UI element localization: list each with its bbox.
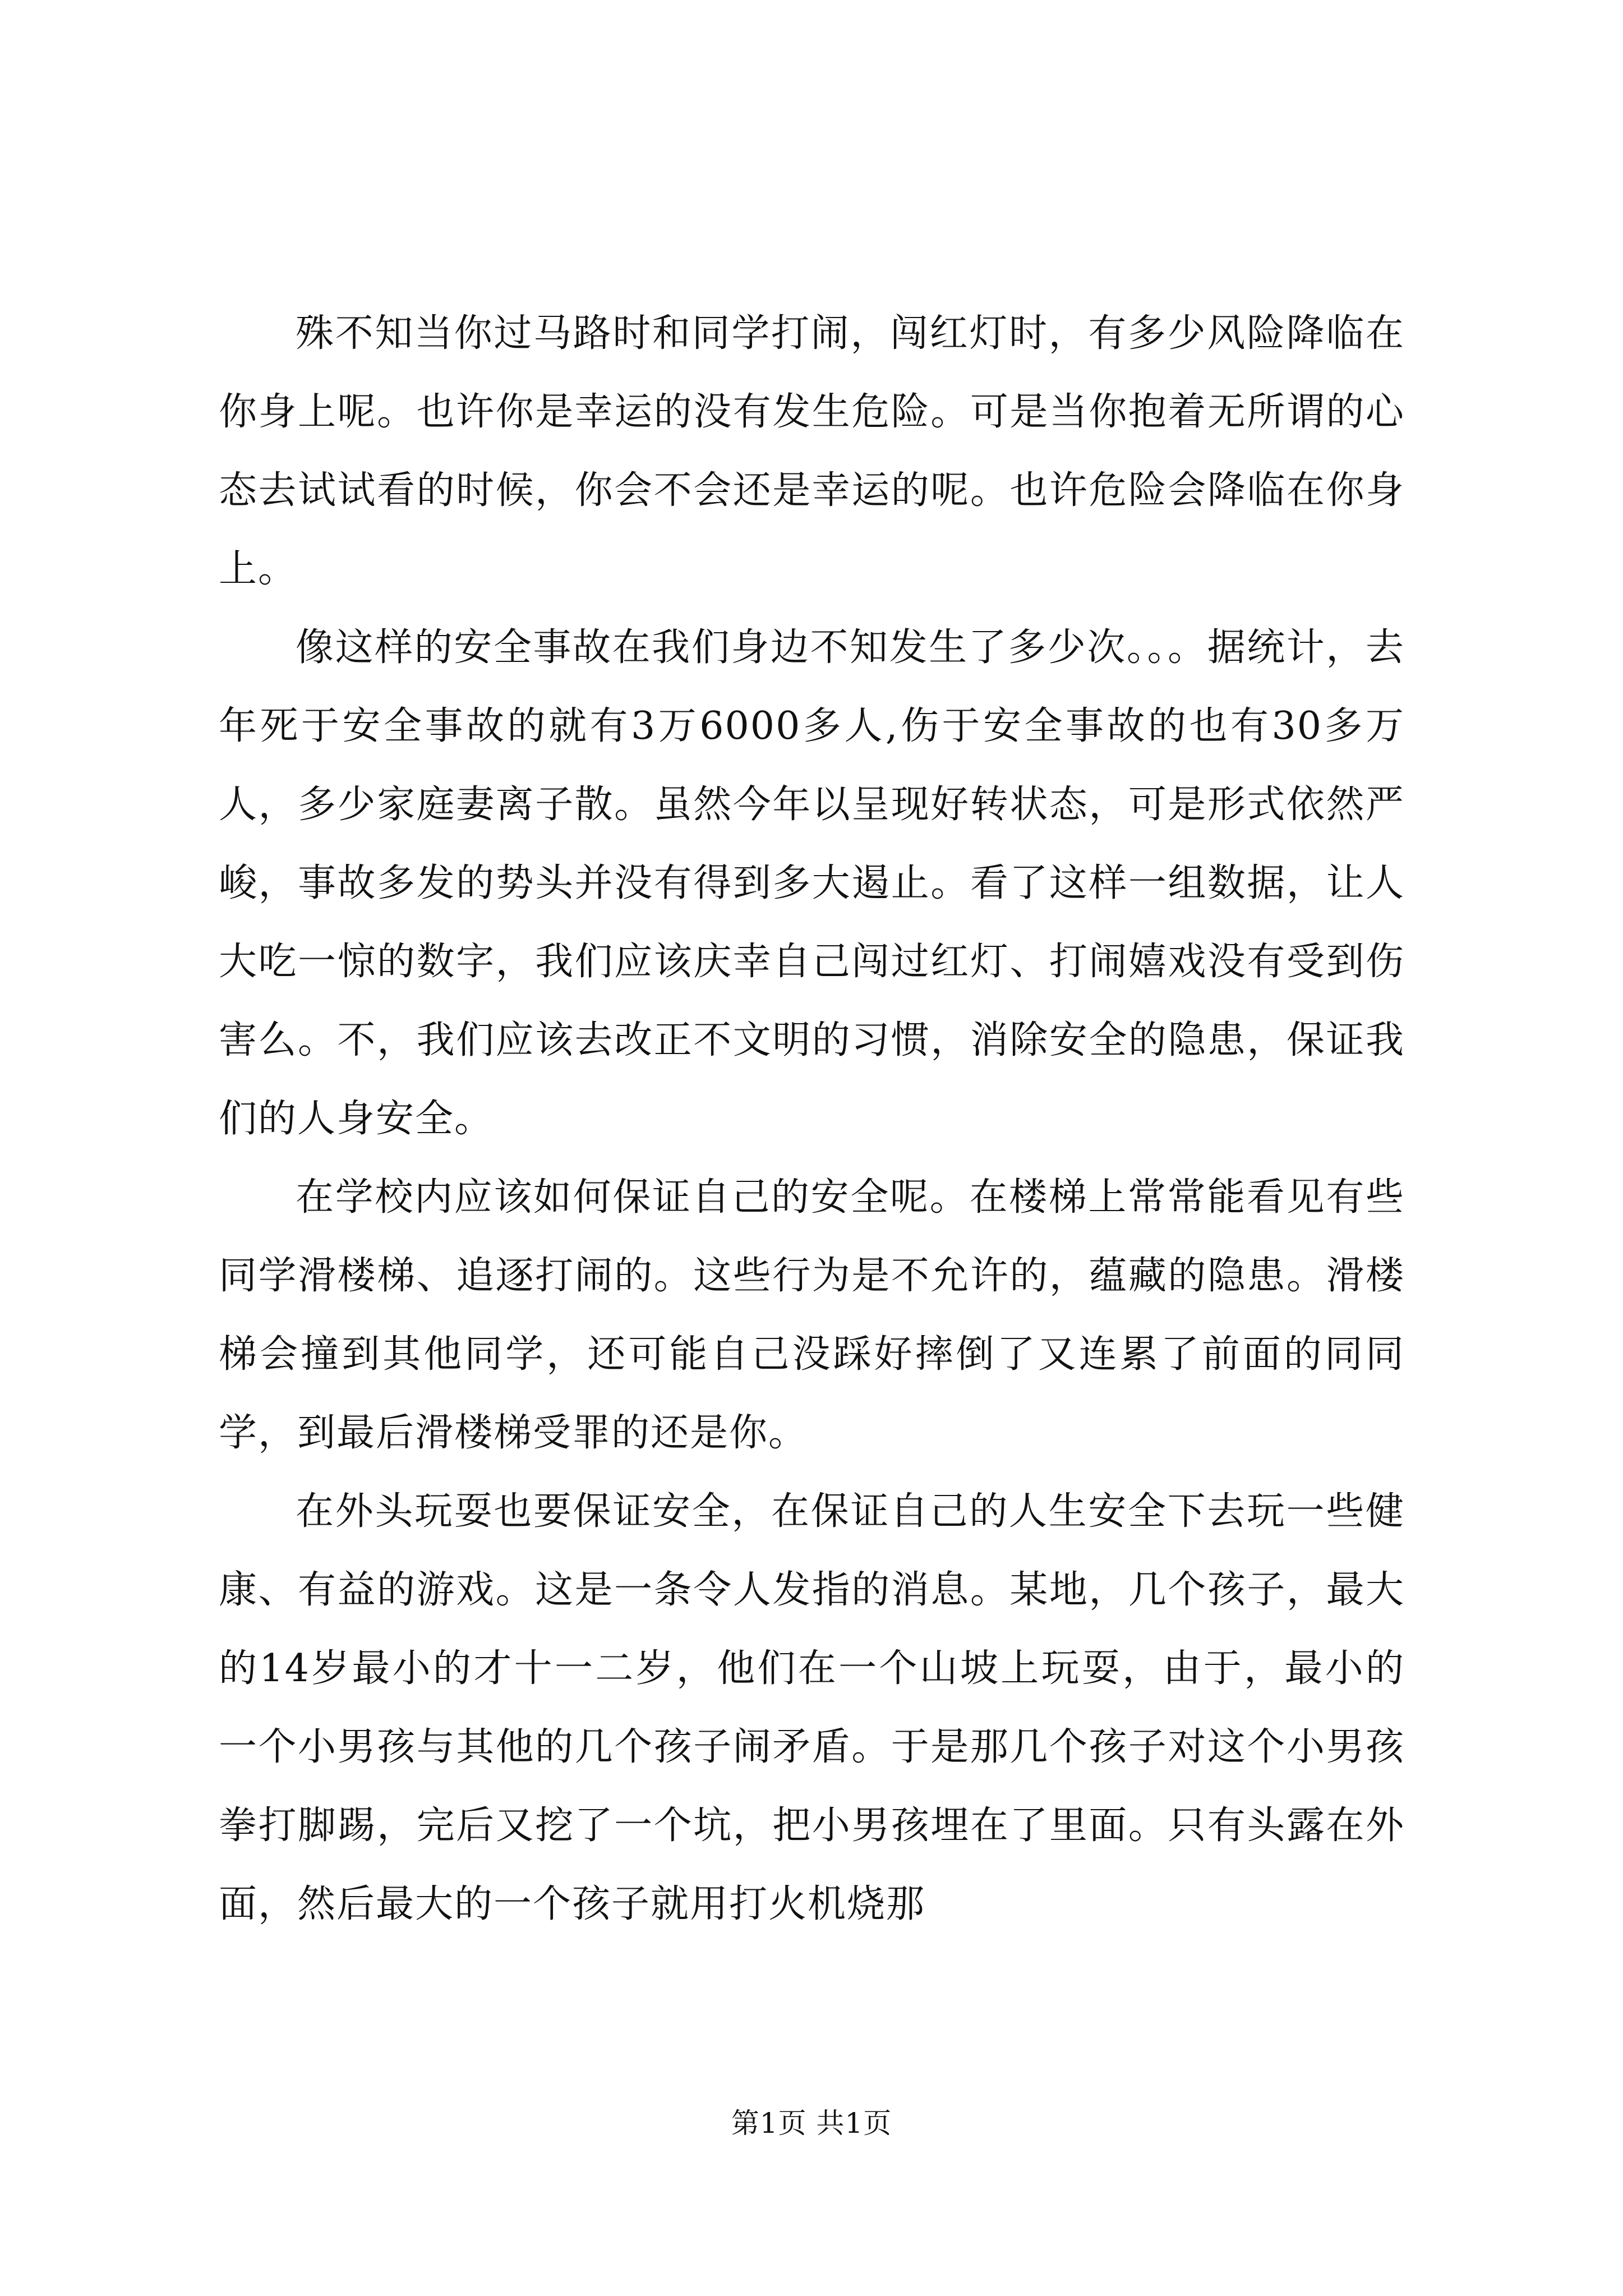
paragraph-1: 殊不知当你过马路时和同学打闹，闯红灯时，有多少风险降临在你身上呢。也许你是幸运的没有发生危险。可是当你抱着无所谓的心态去试试看的时候，你会不会还是幸运的呢。也许危险会降临在你身上。: [219, 311, 1405, 591]
document-body: [219, 295, 1405, 1944]
paragraph-3: 在学校内应该如何保证自己的安全呢。在楼梯上常常能看见有些同学滑楼梯、追逐打闹的。这些行为是不允许的，蕴藏的隐患。滑楼梯会撞到其他同学，还可能自己没踩好摔倒了又连累了前面的同同学，到最后滑楼梯受罪的还是你。: [219, 1175, 1405, 1455]
paragraph-2: 像这样的安全事故在我们身边不知发生了多少次。。。据统计，去年死于安全事故的就有3万6000多人,伤于安全事故的也有30多万人，多少家庭妻离子散。虽然今年以呈现好转状态，可是形式依然严峻，事故多发的势头并没有得到多大遏止。看了这样一组数据，让人大吃一惊的数字，我们应该庆幸自己闯过红灯、打闹嬉戏没有受到伤害么。不，我们应该去改正不文明的习惯，消除安全的隐患，保证我们的人身安全。: [219, 625, 1405, 1141]
page-footer: 第1页 共1页: [731, 2107, 892, 2139]
paragraph-4: 在外头玩耍也要保证安全，在保证自己的人生安全下去玩一些健康、有益的游戏。这是一条令人发指的消息。某地，几个孩子，最大的14岁最小的才十一二岁，他们在一个山坡上玩耍，由于，最小的一个小男孩与其他的几个孩子闹矛盾。于是那几个孩子对这个小男孩拳打脚踢，完后又挖了一个坑，把小男孩埋在了里面。只有头露在外面，然后最大的一个孩子就用打火机烧那: [219, 1489, 1405, 1926]
